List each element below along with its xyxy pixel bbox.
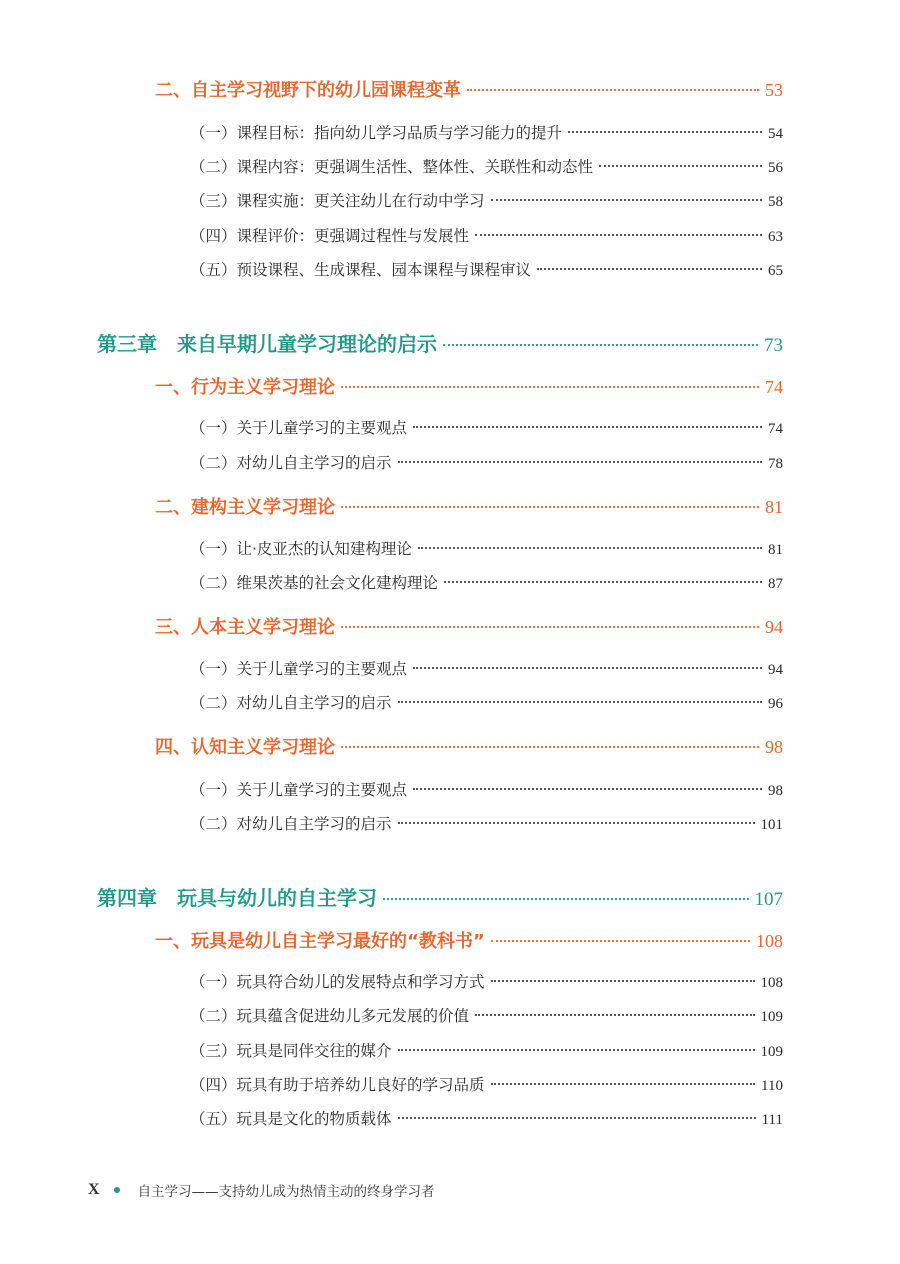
toc-entry-title: 一、行为主义学习理论 bbox=[155, 377, 335, 398]
toc-entry-title: 第三章 来自早期儿童学习理论的启示 bbox=[97, 332, 437, 356]
toc-entry-title: （二）对幼儿自主学习的启示 bbox=[190, 453, 392, 472]
toc-page-number: 101 bbox=[760, 816, 783, 833]
dot-leader bbox=[491, 964, 755, 982]
toc-entry-title: （一）玩具符合幼儿的发展特点和学习方式 bbox=[190, 972, 485, 991]
toc-entry-title: 四、认知主义学习理论 bbox=[155, 737, 335, 758]
toc-page-number: 111 bbox=[761, 1111, 783, 1128]
toc-page-number: 78 bbox=[768, 455, 783, 472]
toc-entry-title: 二、建构主义学习理论 bbox=[155, 497, 335, 518]
toc-subsection-row[interactable] bbox=[190, 1003, 783, 1026]
toc-page-number: 107 bbox=[754, 889, 783, 910]
dot-leader bbox=[341, 368, 759, 388]
toc-page-number: 58 bbox=[768, 193, 783, 210]
toc-page-number: 81 bbox=[765, 497, 783, 517]
toc-section-row[interactable] bbox=[155, 76, 783, 102]
toc-page-number: 81 bbox=[768, 541, 783, 558]
toc-subsection-row[interactable] bbox=[190, 1038, 783, 1061]
dot-leader bbox=[398, 1033, 755, 1051]
dot-leader bbox=[398, 806, 755, 824]
dot-leader bbox=[491, 922, 750, 942]
toc-subsection-row[interactable] bbox=[190, 120, 783, 143]
dot-leader bbox=[383, 878, 749, 900]
dot-leader bbox=[398, 445, 762, 463]
toc-entry-title: （五）预设课程、生成课程、园本课程与课程审议 bbox=[190, 260, 532, 279]
toc-subsection-row[interactable] bbox=[190, 656, 783, 679]
dot-leader bbox=[413, 772, 762, 790]
toc-subsection-row[interactable] bbox=[190, 570, 783, 593]
bullet-dot-icon bbox=[114, 1187, 120, 1193]
toc-entry-title: （二）课程内容：更强调生活性、整体性、关联性和动态性 bbox=[190, 157, 594, 176]
toc-page-number: 74 bbox=[765, 377, 783, 397]
dot-leader bbox=[475, 998, 754, 1016]
toc-page-number: 56 bbox=[768, 159, 783, 176]
toc-page-number: 94 bbox=[768, 661, 783, 678]
dot-leader bbox=[444, 565, 762, 583]
toc-page-number: 65 bbox=[768, 262, 783, 279]
toc-subsection-row[interactable] bbox=[190, 257, 783, 280]
toc-chapter-row[interactable] bbox=[97, 328, 783, 357]
toc-entry-title: （一）关于儿童学习的主要观点 bbox=[190, 659, 408, 678]
toc-page-number: 110 bbox=[761, 1077, 783, 1094]
page-footer bbox=[88, 1180, 435, 1200]
toc-entry-title: （二）玩具蕴含促进幼儿多元发展的价值 bbox=[190, 1006, 470, 1025]
toc-section-row[interactable] bbox=[155, 613, 783, 639]
toc-page-number: 96 bbox=[768, 695, 783, 712]
toc-subsection-row[interactable] bbox=[190, 969, 783, 992]
toc-entry-title: （二）对幼儿自主学习的启示 bbox=[190, 814, 392, 833]
toc-entry-title: （三）玩具是同伴交往的媒介 bbox=[190, 1041, 392, 1060]
toc-entry-title: （四）玩具有助于培养幼儿良好的学习品质 bbox=[190, 1075, 485, 1094]
dot-leader bbox=[398, 1101, 756, 1119]
toc-page-number: 87 bbox=[768, 575, 783, 592]
toc-section-row[interactable] bbox=[155, 927, 783, 953]
toc-page-number: 98 bbox=[765, 737, 783, 757]
toc-entry-title: （一）让·皮亚杰的认知建构理论 bbox=[190, 539, 412, 558]
toc-subsection-row[interactable] bbox=[190, 811, 783, 834]
footer-page-number: X bbox=[88, 1181, 100, 1198]
toc-entry-title: （四）课程评价：更强调过程性与发展性 bbox=[190, 226, 470, 245]
toc-page-number: 54 bbox=[768, 125, 783, 142]
dot-leader bbox=[413, 651, 762, 669]
dot-leader bbox=[537, 252, 762, 270]
toc-subsection-row[interactable] bbox=[190, 415, 783, 438]
toc-entry-title: 二、自主学习视野下的幼儿园课程变革 bbox=[155, 80, 461, 101]
toc-page-number: 73 bbox=[764, 335, 783, 356]
toc-chapter-row[interactable] bbox=[97, 882, 783, 911]
toc-section-row[interactable] bbox=[155, 733, 783, 759]
toc-entry-title: 三、人本主义学习理论 bbox=[155, 617, 335, 638]
toc-entry-title: （二）对幼儿自主学习的启示 bbox=[190, 693, 392, 712]
toc-subsection-row[interactable] bbox=[190, 188, 783, 211]
toc-entry-title: （一）关于儿童学习的主要观点 bbox=[190, 780, 408, 799]
toc-entry-title: （一）关于儿童学习的主要观点 bbox=[190, 418, 408, 437]
toc-page-number: 108 bbox=[756, 931, 783, 951]
toc-subsection-row[interactable] bbox=[190, 690, 783, 713]
toc-entry-title: （三）课程实施：更关注幼儿在行动中学习 bbox=[190, 191, 485, 210]
dot-leader bbox=[475, 218, 762, 236]
dot-leader bbox=[341, 608, 759, 628]
dot-leader bbox=[599, 149, 762, 167]
toc-section-row[interactable] bbox=[155, 493, 783, 519]
toc-subsection-row[interactable] bbox=[190, 154, 783, 177]
dot-leader bbox=[398, 685, 762, 703]
dot-leader bbox=[413, 410, 762, 428]
toc-page-number: 98 bbox=[768, 782, 783, 799]
toc-subsection-row[interactable] bbox=[190, 536, 783, 559]
toc-subsection-row[interactable] bbox=[190, 450, 783, 473]
dot-leader bbox=[568, 115, 762, 133]
toc-entry-title: （五）玩具是文化的物质载体 bbox=[190, 1109, 392, 1128]
toc-page-number: 108 bbox=[760, 974, 783, 991]
dot-leader bbox=[418, 531, 762, 549]
dot-leader bbox=[467, 71, 759, 91]
dot-leader bbox=[491, 1067, 756, 1085]
toc-subsection-row[interactable] bbox=[190, 223, 783, 246]
dot-leader bbox=[341, 488, 759, 508]
footer-book-title: 自主学习——支持幼儿成为热情主动的终身学习者 bbox=[137, 1184, 435, 1200]
dot-leader bbox=[341, 728, 759, 748]
toc-page-number: 94 bbox=[765, 617, 783, 637]
toc-page-number: 63 bbox=[768, 228, 783, 245]
toc-page-number: 53 bbox=[765, 80, 783, 100]
toc-page-number: 109 bbox=[760, 1043, 783, 1060]
toc-entry-title: 一、玩具是幼儿自主学习最好的“教科书” bbox=[155, 931, 485, 952]
dot-leader bbox=[443, 324, 758, 346]
toc-subsection-row[interactable] bbox=[190, 1072, 783, 1095]
toc-entry-title: 第四章 玩具与幼儿的自主学习 bbox=[97, 886, 377, 910]
toc-entry-title: （一）课程目标：指向幼儿学习品质与学习能力的提升 bbox=[190, 123, 563, 142]
toc-subsection-row[interactable] bbox=[190, 777, 783, 800]
toc-subsection-row[interactable] bbox=[190, 1106, 783, 1129]
toc-page-number: 109 bbox=[760, 1008, 783, 1025]
toc-section-row[interactable] bbox=[155, 373, 783, 399]
toc-entry-title: （二）维果茨基的社会文化建构理论 bbox=[190, 573, 439, 592]
dot-leader bbox=[491, 183, 762, 201]
toc-page-number: 74 bbox=[768, 420, 783, 437]
